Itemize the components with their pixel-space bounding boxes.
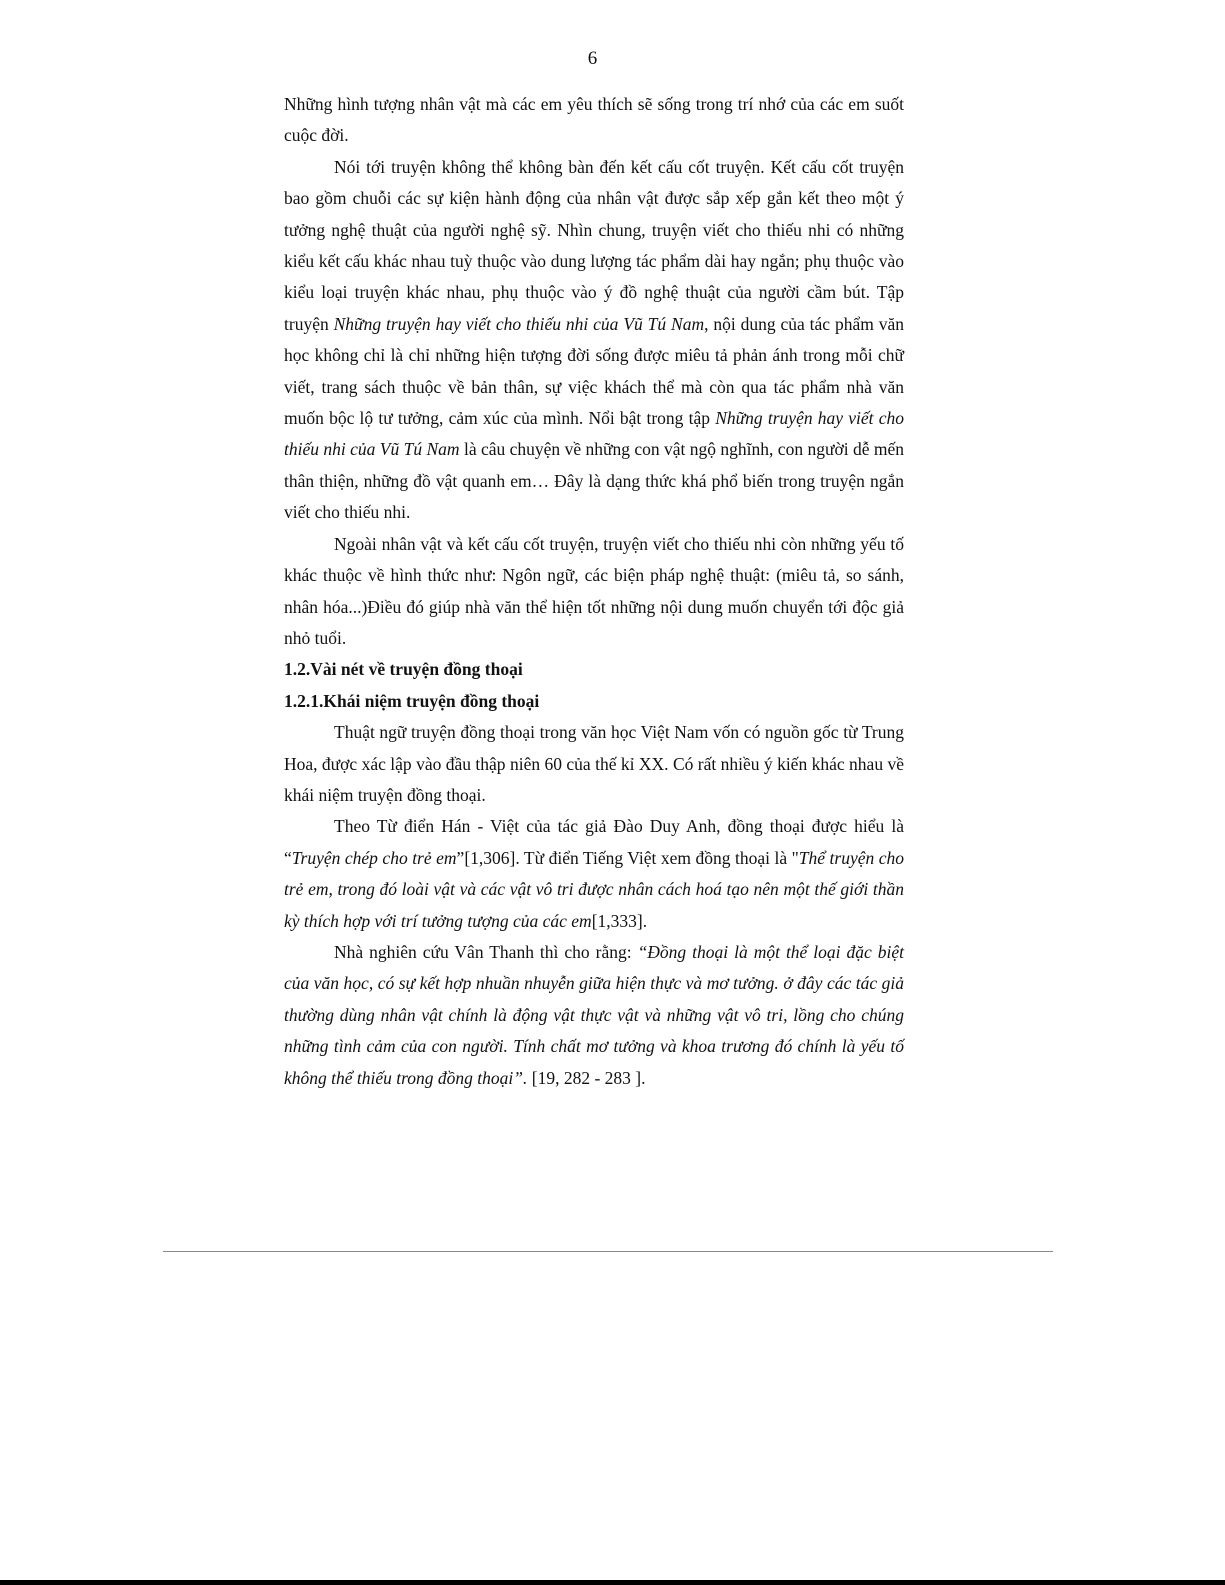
quote-italic: “Đồng thoại là một thể loại đặc biệt của văn học, có sự kết hợp nhuần nhuyễn giữa hiện thực và mơ tưởng. ở đây các tác giả thường dùng nhân vật chính là động vật thực vật và những vật vô tri, lồng cho chúng những tình cảm của con người. Tính chất mơ tưởng và khoa trương đó chính là yếu tố không thể thiếu trong đồng thoại”. <box>284 941 904 1088</box>
document-body <box>284 89 904 1094</box>
page-number: 6 <box>587 48 598 69</box>
text-run: , nội dung của tác phẩm văn học không chỉ là chỉ những hiện tượng đời sống được miêu tả phản ánh trong mỗi chữ viết, trang sách thuộc về bản thân, sự việc khách thể mà còn qua tác phẩm nhà văn muốn bộc lộ tư tưởng, cảm xúc của mình. Nổi bật trong tập <box>284 313 904 429</box>
text-run: Nhà nghiên cứu Vân Thanh thì cho rằng: <box>334 941 638 962</box>
section-heading: 1.2.Vài nét về truyện đồng thoại <box>284 659 523 680</box>
footer-divider <box>163 1251 1053 1252</box>
paragraph-form-elements: Ngoài nhân vật và kết cấu cốt truyện, truyện viết cho thiếu nhi còn những yếu tố khác thuộc về hình thức như: Ngôn ngữ, các biện pháp nghệ thuật: (miêu tả, so sánh, nhân hóa...)Điều đó giúp nhà văn thể hiện tốt những nội dung muốn chuyển tới độc giả nhỏ tuổi. <box>284 533 904 648</box>
page-bottom-edge <box>0 1580 1225 1585</box>
subsection-heading: 1.2.1.Khái niệm truyện đồng thoại <box>284 690 540 711</box>
quote-italic: Truyện chép cho trẻ em <box>291 847 457 868</box>
book-title-italic: Những truyện hay viết cho thiếu nhi của Vũ Tú Nam <box>333 313 705 334</box>
text-run: là câu chuyện về những con vật ngộ nghĩnh, con người dễ mến thân thiện, những đồ vật quanh em… Đây là dạng thức khá phổ biến trong truyện ngắn viết cho thiếu nhi. <box>284 439 904 523</box>
paragraph-story-structure <box>284 152 904 529</box>
paragraph-continuation: Những hình tượng nhân vật mà các em yêu thích sẽ sống trong trí nhớ của các em suốt cuộc đời. <box>284 94 904 146</box>
paragraph-van-thanh-quote <box>284 937 904 1094</box>
text-run: ”[1,306]. Từ điển Tiếng Việt xem đồng thoại là " <box>456 847 799 868</box>
text-run: Nói tới truyện không thể không bàn đến kết cấu cốt truyện. Kết cấu cốt truyện bao gồm chuỗi các sự kiện hành động của nhân vật được sắp xếp gắn kết theo một ý tưởng nghệ thuật của người nghệ sỹ. Nhìn chung, truyện viết cho thiếu nhi có những kiểu kết cấu khác nhau tuỳ thuộc vào dung lượng tác phẩm dài hay ngắn; phụ thuộc vào kiểu loại truyện khác nhau, phụ thuộc vào ý đồ nghệ thuật của người cầm bút. Tập truyện <box>284 156 904 334</box>
text-run: [1,333]. <box>591 910 648 931</box>
quote-italic: Thể truyện cho trẻ em, trong đó loài vật và các vật vô tri được nhân cách hoá tạo nên một thế giới thần kỳ thích hợp với trí tưởng tượng của các em <box>284 847 904 931</box>
paragraph-dictionary-definitions <box>284 811 904 937</box>
book-title-italic: Những truyện hay viết cho thiếu nhi của Vũ Tú Nam <box>284 408 905 460</box>
text-run: [19, 282 - 283 ]. <box>527 1067 646 1088</box>
text-run: Theo Từ điển Hán - Việt của tác giả Đào Duy Anh, đồng thoại được hiểu là “ <box>284 816 904 868</box>
paragraph-term-origin: Thuật ngữ truyện đồng thoại trong văn học Việt Nam vốn có nguồn gốc từ Trung Hoa, được xác lập vào đầu thập niên 60 của thế kỉ XX. Có rất nhiều ý kiến khác nhau về khái niệm truyện đồng thoại. <box>284 722 904 805</box>
